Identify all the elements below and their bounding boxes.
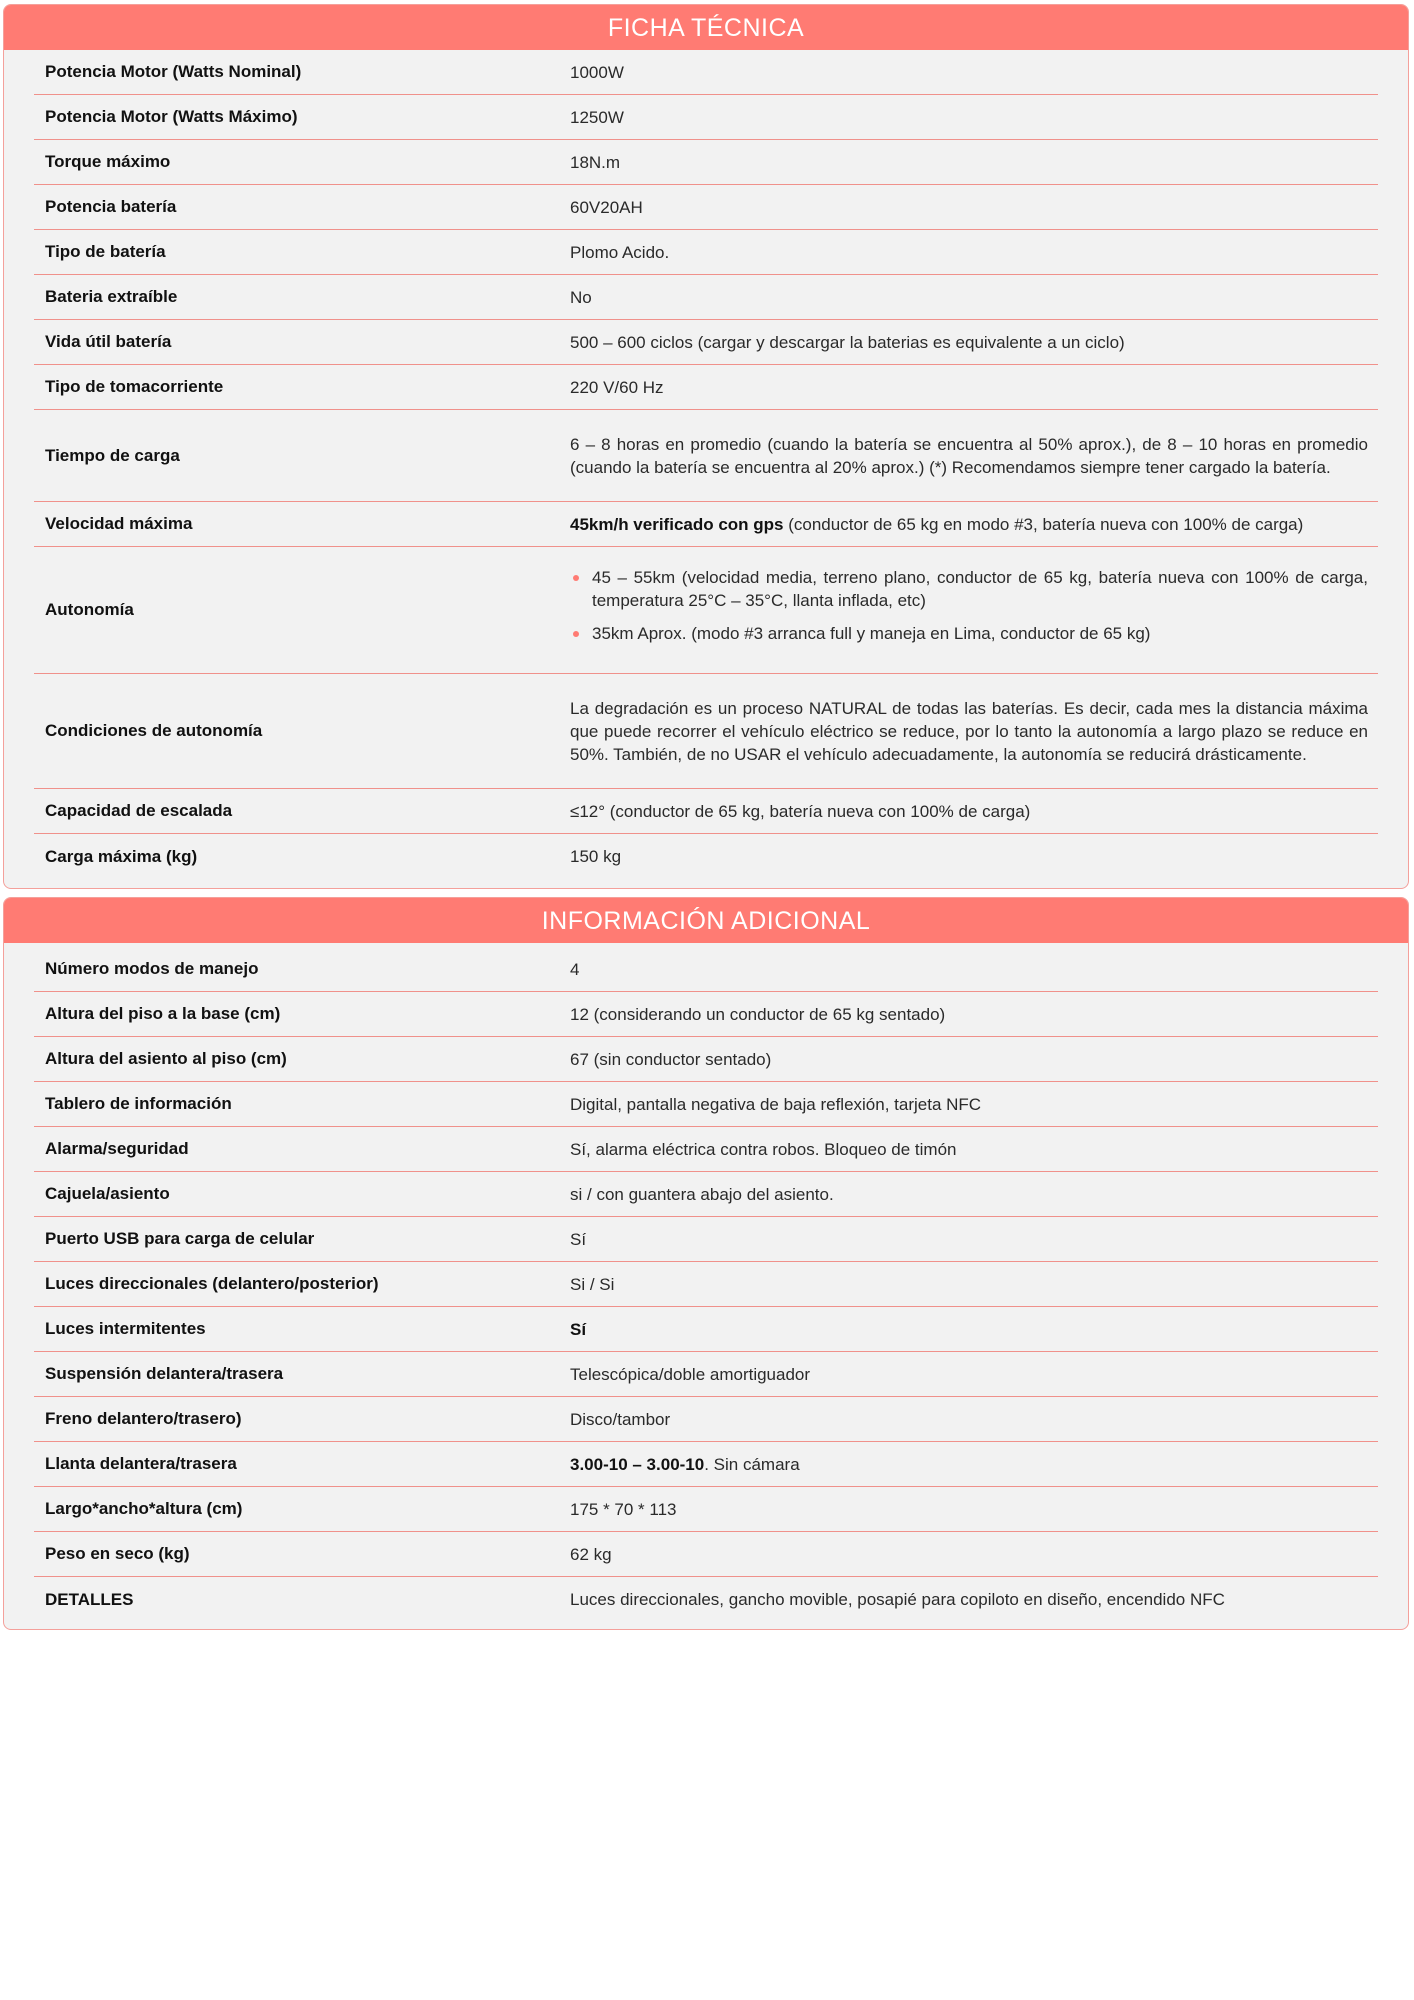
spec-row-vida-util	[34, 320, 1378, 365]
spec-label: Altura del piso a la base (cm)	[45, 1004, 281, 1023]
informacion-adicional-panel	[3, 897, 1409, 1630]
informacion-adicional-title: INFORMACIÓN ADICIONAL	[4, 898, 1408, 943]
spec-value: Sí	[570, 1229, 587, 1249]
autonomia-list	[570, 566, 1368, 645]
spec-label: Suspensión delantera/trasera	[45, 1364, 284, 1383]
spec-label: Tiempo de carga	[45, 445, 180, 465]
spec-row-alarma	[34, 1127, 1378, 1172]
spec-label: Número modos de manejo	[45, 959, 259, 978]
spec-label: Bateria extraíble	[45, 287, 178, 306]
list-item	[570, 622, 1368, 645]
spec-label: Potencia Motor (Watts Nominal)	[45, 62, 302, 81]
spec-value: 500 – 600 ciclos (cargar y descargar la baterias es equivalente a un ciclo)	[570, 332, 1125, 352]
list-item	[570, 566, 1368, 612]
spec-value-highlight: Sí	[570, 1319, 587, 1339]
spec-row-tablero	[34, 1082, 1378, 1127]
spec-value: 12 (considerando un conductor de 65 kg sentado)	[570, 1004, 946, 1024]
ficha-tecnica-panel	[3, 4, 1409, 889]
spec-value: 150 kg	[570, 847, 622, 866]
spec-row-llanta	[34, 1442, 1378, 1487]
spec-label: Condiciones de autonomía	[45, 721, 263, 740]
spec-label: Freno delantero/trasero)	[45, 1409, 242, 1428]
spec-label: Llanta delantera/trasera	[45, 1454, 237, 1473]
spec-label: Alarma/seguridad	[45, 1139, 189, 1158]
spec-value	[570, 1453, 1378, 1476]
spec-label: Luces intermitentes	[45, 1319, 206, 1338]
spec-value	[570, 1318, 1378, 1341]
spec-value: 62 kg	[570, 1544, 612, 1564]
spec-value: 1000W	[570, 62, 624, 82]
spec-value: 6 – 8 horas en promedio (cuando la batería se encuentra al 50% aprox.), de 8 – 10 horas en promedio (cuando la batería se encuentra al 20% aprox.) (*) Recomendamos siempre tener cargado la batería.	[570, 434, 1368, 477]
spec-value-highlight: 3.00-10 – 3.00-10	[570, 1454, 705, 1474]
spec-value: Si / Si	[570, 1274, 615, 1294]
spec-label: DETALLES	[45, 1589, 134, 1609]
spec-row-tiempo-carga	[34, 410, 1378, 502]
spec-label: Peso en seco (kg)	[45, 1544, 190, 1563]
spec-row-altura-piso	[34, 992, 1378, 1037]
spec-value-highlight: 45km/h verificado con gps	[570, 514, 784, 534]
spec-value	[570, 566, 1378, 655]
spec-label: Carga máxima (kg)	[45, 846, 198, 866]
spec-value: Disco/tambor	[570, 1409, 671, 1429]
spec-value: si / con guantera abajo del asiento.	[570, 1184, 834, 1204]
spec-row-potencia-nominal	[34, 50, 1378, 95]
spec-value: Sí, alarma eléctrica contra robos. Bloqueo de timón	[570, 1139, 957, 1159]
informacion-adicional-rows	[34, 947, 1378, 1622]
spec-label: Vida útil batería	[45, 332, 172, 351]
spec-value: 175 * 70 * 113	[570, 1499, 677, 1519]
spec-row-autonomia	[34, 547, 1378, 674]
spec-value: No	[570, 287, 592, 307]
spec-value: Digital, pantalla negativa de baja reflexión, tarjeta NFC	[570, 1094, 982, 1114]
spec-row-condiciones-autonomia	[34, 674, 1378, 789]
spec-row-luces-intermitentes	[34, 1307, 1378, 1352]
spec-row-capacidad-escalada	[34, 789, 1378, 834]
spec-value: 60V20AH	[570, 197, 643, 217]
spec-row-detalles	[34, 1577, 1378, 1622]
list-item-text: 35km Aprox. (modo #3 arranca full y maneja en Lima, conductor de 65 kg)	[592, 623, 1151, 643]
spec-label: Cajuela/asiento	[45, 1184, 170, 1203]
spec-label: Tipo de batería	[45, 242, 166, 261]
spec-row-potencia-bateria	[34, 185, 1378, 230]
spec-label: Altura del asiento al piso (cm)	[45, 1049, 287, 1068]
spec-label: Largo*ancho*altura (cm)	[45, 1499, 243, 1518]
spec-row-peso-seco	[34, 1532, 1378, 1577]
spec-row-velocidad-maxima	[34, 502, 1378, 547]
spec-row-puerto-usb	[34, 1217, 1378, 1262]
spec-label: Potencia Motor (Watts Máximo)	[45, 107, 298, 126]
spec-value-detail: (conductor de 65 kg en modo #3, batería nueva con 100% de carga)	[783, 514, 1304, 534]
spec-value: 4	[570, 959, 580, 979]
spec-row-bateria-extraible	[34, 275, 1378, 320]
spec-value: ≤12° (conductor de 65 kg, batería nueva con 100% de carga)	[570, 801, 1031, 821]
spec-value: Telescópica/doble amortiguador	[570, 1364, 811, 1384]
spec-row-tomacorriente	[34, 365, 1378, 410]
spec-value-detail: . Sin cámara	[704, 1454, 800, 1474]
spec-value	[570, 513, 1378, 536]
spec-row-suspension	[34, 1352, 1378, 1397]
spec-row-torque	[34, 140, 1378, 185]
spec-label: Puerto USB para carga de celular	[45, 1229, 315, 1248]
spec-label: Tipo de tomacorriente	[45, 377, 224, 396]
spec-label: Tablero de información	[45, 1094, 232, 1113]
spec-row-carga-maxima	[34, 834, 1378, 879]
spec-label: Luces direccionales (delantero/posterior)	[45, 1274, 379, 1293]
spec-value: Plomo Acido.	[570, 242, 670, 262]
spec-label: Autonomía	[45, 600, 134, 619]
spec-value: La degradación es un proceso NATURAL de todas las baterías. Es decir, cada mes la distancia máxima que puede recorrer el vehículo eléctrico se reduce, por lo tanto la autonomía a largo plazo se reduce en 50%. También, de no USAR el vehículo adecuadamente, la autonomía se reducirá drásticamente.	[570, 698, 1368, 764]
spec-row-tipo-bateria	[34, 230, 1378, 275]
spec-row-potencia-maxima	[34, 95, 1378, 140]
spec-label: Torque máximo	[45, 152, 171, 171]
list-item-text: 45 – 55km (velocidad media, terreno plano, conductor de 65 kg, batería nueva con 100% de carga, temperatura 25°C – 35°C, llanta inflada, etc)	[592, 567, 1368, 610]
spec-row-altura-asiento	[34, 1037, 1378, 1082]
ficha-tecnica-rows	[34, 50, 1378, 879]
bullet-icon	[573, 575, 579, 581]
spec-value: 220 V/60 Hz	[570, 377, 664, 397]
spec-value: 18N.m	[570, 152, 621, 172]
spec-value: 67 (sin conductor sentado)	[570, 1049, 772, 1069]
spec-label: Capacidad de escalada	[45, 801, 233, 820]
ficha-tecnica-title: FICHA TÉCNICA	[4, 5, 1408, 50]
spec-value: 1250W	[570, 107, 624, 127]
spec-label: Potencia batería	[45, 197, 177, 216]
spec-row-luces-direccionales	[34, 1262, 1378, 1307]
bullet-icon	[573, 631, 579, 637]
spec-row-dimensiones	[34, 1487, 1378, 1532]
spec-value: Luces direccionales, gancho movible, posapié para copiloto en diseño, encendido NFC	[570, 1590, 1225, 1609]
spec-label: Velocidad máxima	[45, 514, 193, 533]
spec-row-modos-manejo	[34, 947, 1378, 992]
spec-row-freno	[34, 1397, 1378, 1442]
spec-row-cajuela	[34, 1172, 1378, 1217]
